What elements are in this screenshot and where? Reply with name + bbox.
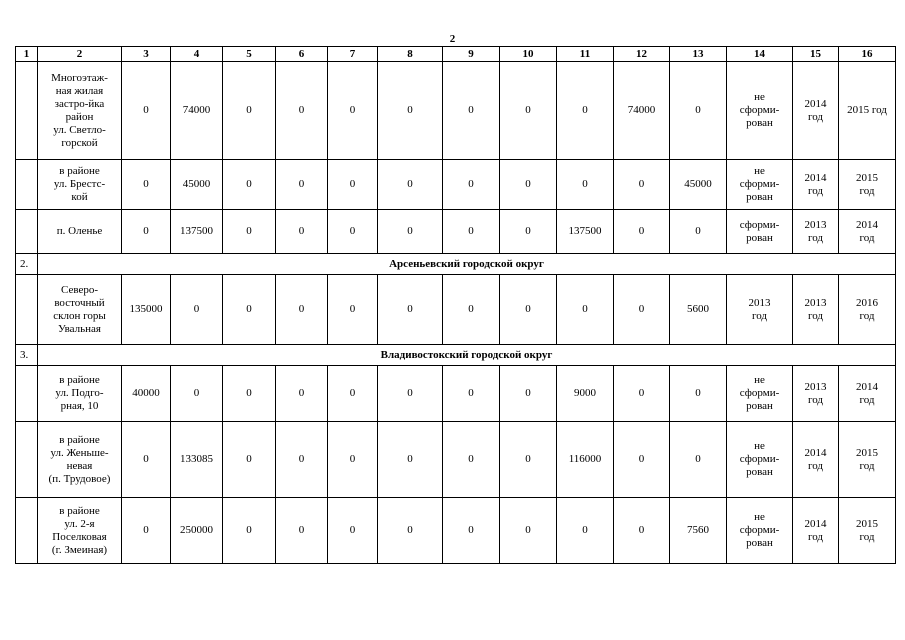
table-cell: 0 [223,160,276,210]
table-cell: 0 [500,160,557,210]
table-cell: 0 [443,210,500,254]
table-cell: 135000 [122,275,171,345]
column-header: 12 [614,47,670,62]
table-cell: 0 [670,422,727,498]
table-cell: не сформи- рован [727,160,793,210]
table-cell: 0 [223,210,276,254]
table-cell: 0 [500,275,557,345]
table-cell: 74000 [614,62,670,160]
table-cell: 0 [223,62,276,160]
table-cell: 0 [500,422,557,498]
table-cell: 2016 год [839,275,896,345]
data-table [15,46,896,564]
table-cell: 0 [328,422,378,498]
table-cell: 0 [328,275,378,345]
table-cell: 0 [328,160,378,210]
table-cell: 137500 [557,210,614,254]
table-cell: 0 [276,160,328,210]
table-cell: 0 [443,275,500,345]
table-cell: 0 [276,275,328,345]
table-cell: 2013 год [793,210,839,254]
table-cell [16,498,38,564]
table-cell: 0 [122,210,171,254]
table-cell: 2014 год [839,210,896,254]
table-cell: 0 [171,366,223,422]
column-header: 11 [557,47,614,62]
table-row [16,210,896,254]
table-cell: 0 [614,160,670,210]
object-name-cell: в районе ул. Женьше- невая (п. Трудовое) [38,422,122,498]
table-cell: 74000 [171,62,223,160]
table-cell [16,160,38,210]
table-cell: не сформи- рован [727,422,793,498]
table-cell: 2014 год [839,366,896,422]
table-cell: 0 [122,422,171,498]
table-cell [16,62,38,160]
column-header: 4 [171,47,223,62]
table-cell: 0 [223,422,276,498]
table-cell: 40000 [122,366,171,422]
table-cell [16,275,38,345]
column-header: 7 [328,47,378,62]
column-header: 14 [727,47,793,62]
section-row [16,345,896,366]
column-header: 6 [276,47,328,62]
table-cell: 0 [670,210,727,254]
table-cell: не сформи- рован [727,366,793,422]
table-cell: 2013 год [727,275,793,345]
table-cell: 45000 [670,160,727,210]
column-header: 16 [839,47,896,62]
table-cell: 2014 год [793,422,839,498]
table-cell: 0 [276,62,328,160]
table-cell: 0 [328,62,378,160]
object-name-cell: Многоэтаж- ная жилая застро-йка район ул. Светло- горской [38,62,122,160]
table-cell: 0 [500,62,557,160]
object-name-cell: Северо- восточный склон горы Увальная [38,275,122,345]
table-cell: 2014 год [793,62,839,160]
section-title: Арсеньевский городской округ [38,254,896,275]
table-cell: 0 [378,160,443,210]
page-number: 2 [449,33,456,45]
column-header: 3 [122,47,171,62]
table-cell: 0 [557,160,614,210]
section-number: 2. [16,254,38,275]
table-cell: 0 [670,366,727,422]
header-row [16,47,896,62]
table-cell: 0 [614,498,670,564]
table-row [16,62,896,160]
table-cell [16,366,38,422]
object-name-cell: в районе ул. Брестс- кой [38,160,122,210]
table-cell: 2015 год [839,498,896,564]
table-row [16,160,896,210]
table-cell: 0 [557,62,614,160]
table-cell: 0 [276,366,328,422]
section-row [16,254,896,275]
table-cell: 0 [378,366,443,422]
table-cell: 0 [500,498,557,564]
table-cell: 137500 [171,210,223,254]
table-cell [16,210,38,254]
table-cell: 0 [670,62,727,160]
table-cell: 0 [614,275,670,345]
table-row [16,422,896,498]
table-cell: не сформи- рован [727,62,793,160]
table-cell: 133085 [171,422,223,498]
table-cell: 2014 год [793,498,839,564]
table-cell: 0 [122,498,171,564]
table-cell: 116000 [557,422,614,498]
table-cell: 2015 год [839,160,896,210]
table-cell: 0 [122,62,171,160]
object-name-cell: в районе ул. Подго- рная, 10 [38,366,122,422]
section-number: 3. [16,345,38,366]
table-cell [16,422,38,498]
table-cell: 2013 год [793,275,839,345]
table-cell: 2014 год [793,160,839,210]
table-cell: 0 [557,275,614,345]
table-row [16,366,896,422]
table-cell: 0 [500,366,557,422]
table-cell: 0 [276,422,328,498]
table-cell: 0 [443,160,500,210]
column-header: 9 [443,47,500,62]
column-header: 10 [500,47,557,62]
table-cell: 0 [328,366,378,422]
table-cell: не сформи- рован [727,498,793,564]
table-cell: 0 [223,366,276,422]
column-header: 5 [223,47,276,62]
table-cell: 0 [328,210,378,254]
table-cell: 45000 [171,160,223,210]
table-row [16,498,896,564]
table-cell: сформи- рован [727,210,793,254]
table-cell: 2013 год [793,366,839,422]
table-cell: 0 [443,62,500,160]
table-cell: 0 [614,422,670,498]
table-cell: 7560 [670,498,727,564]
table-cell: 250000 [171,498,223,564]
table-cell: 0 [378,210,443,254]
table-cell: 0 [122,160,171,210]
table-cell: 0 [276,498,328,564]
table-row [16,275,896,345]
table-cell: 0 [443,498,500,564]
table-cell: 0 [443,366,500,422]
table-cell: 0 [614,210,670,254]
table-cell: 2015 год [839,62,896,160]
table-cell: 0 [328,498,378,564]
table-cell: 0 [557,498,614,564]
column-header: 1 [16,47,38,62]
object-name-cell: в районе ул. 2-я Поселковая (г. Змеиная) [38,498,122,564]
table-cell: 9000 [557,366,614,422]
table-cell: 0 [443,422,500,498]
column-header: 13 [670,47,727,62]
section-title: Владивостокский городской округ [38,345,896,366]
table-cell: 5600 [670,275,727,345]
column-header: 2 [38,47,122,62]
table-cell: 2015 год [839,422,896,498]
table-cell: 0 [500,210,557,254]
table-cell: 0 [378,62,443,160]
table-cell: 0 [223,275,276,345]
column-header: 15 [793,47,839,62]
column-header: 8 [378,47,443,62]
table-cell: 0 [378,498,443,564]
table-cell: 0 [378,422,443,498]
table-cell: 0 [614,366,670,422]
object-name-cell: п. Оленье [38,210,122,254]
table-cell: 0 [171,275,223,345]
table-cell: 0 [378,275,443,345]
table-cell: 0 [276,210,328,254]
table-cell: 0 [223,498,276,564]
